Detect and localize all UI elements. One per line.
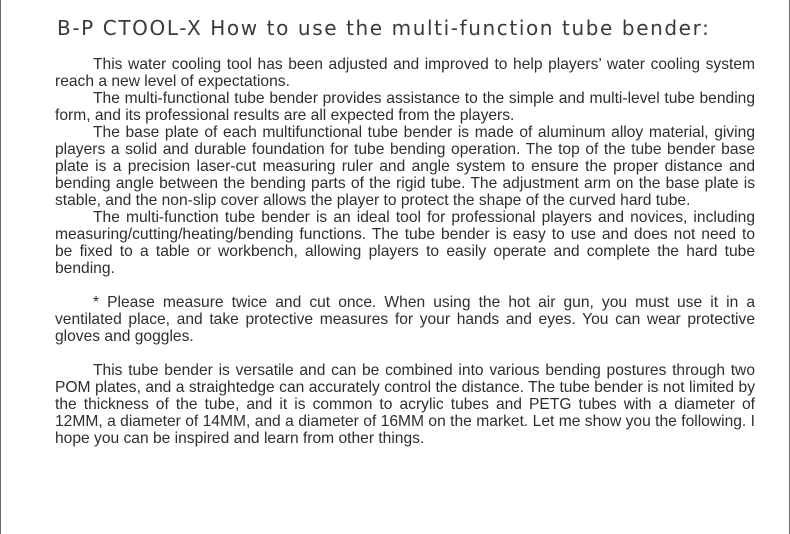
paragraph-versatility: This tube bender is versatile and can be combined into various bending postures through two POM plates, and a straightedge can accurately control the distance. The tube bender is not limited by the thickness of the tube, and it is common to acrylic tubes and PETG tubes with a diameter of 12MM, a diameter of 14MM, and a diameter of 16MM on the market. Let me show you the following. I hope you can be inspired and learn from other things.	[55, 362, 755, 447]
paragraph-base-plate: The base plate of each multifunctional tube bender is made of aluminum alloy material, giving players a solid and durable foundation for tube bending operation. The top of the tube bender base plate is a precision laser-cut measuring ruler and angle system to ensure the proper distance and bending angle between the bending parts of the rigid tube. The adjustment arm on the base plate is stable, and the non-slip cover allows the player to protect the shape of the curved hard tube.	[55, 124, 755, 209]
paragraph-ideal-tool: The multi-function tube bender is an ideal tool for professional players and novices, including measuring/cutting/heating/bending functions. The tube bender is easy to use and does not need to be fixed to a table or workbench, allowing players to easily operate and complete the hard tube bending.	[55, 209, 755, 277]
paragraph-bending-assistance: The multi-functional tube bender provides assistance to the simple and multi-level tube bending form, and its professional results are all expected from the players.	[55, 90, 755, 124]
paragraph-safety-note: * Please measure twice and cut once. When using the hot air gun, you must use it in a ventilated place, and take protective measures for your hands and eyes. You can wear protective gloves and goggles.	[55, 294, 755, 345]
page-title: B-P CTOOL-X How to use the multi-function tube bender:	[57, 16, 711, 40]
paragraph-intro: This water cooling tool has been adjusted and improved to help players’ water cooling system reach a new level of expectations.	[55, 56, 755, 90]
description-body	[55, 56, 755, 447]
